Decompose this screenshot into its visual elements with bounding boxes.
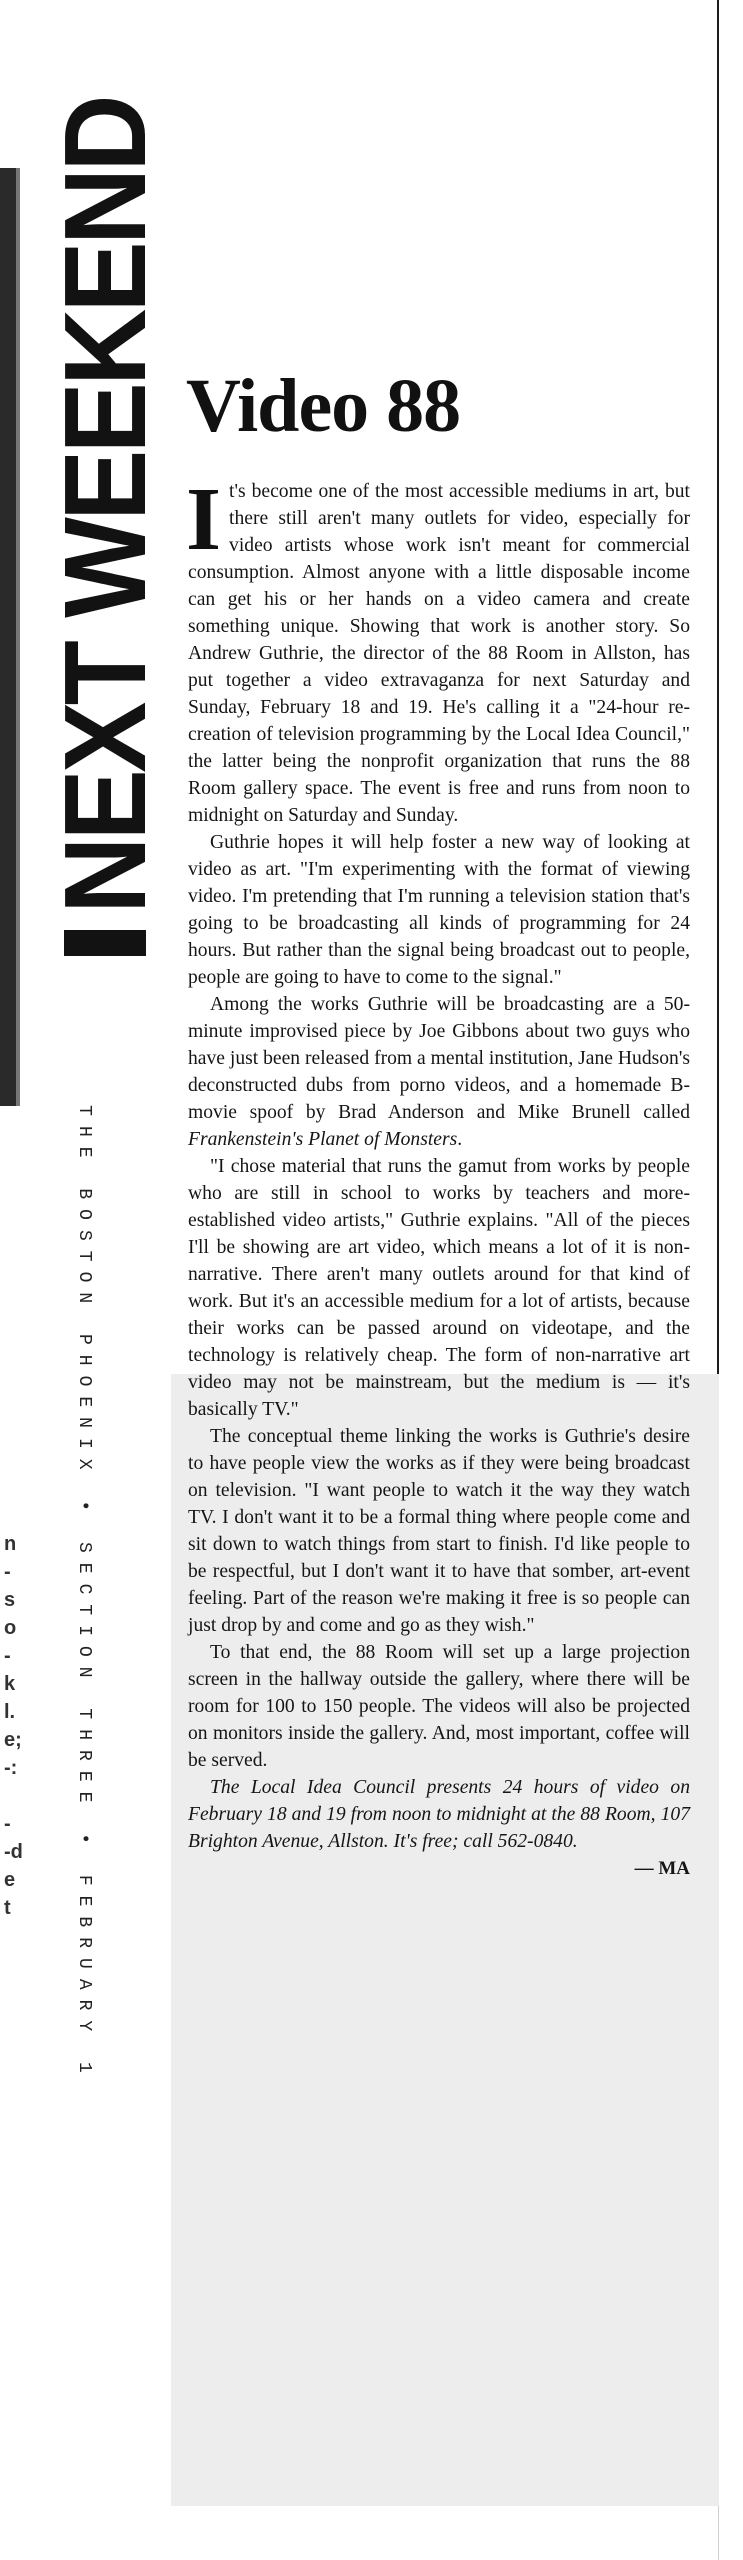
article-paragraph: To that end, the 88 Room will set up a large projection screen in the hallway outside the gallery, where there will be room for 100 to 150 people. The videos will also be projected on monitors inside the gallery. And, most important, coffee will be served. [188,1642,690,1771]
event-credit: The Local Idea Council presents 24 hours of video on February 18 and 19 from noon to midnight at the 88 Room, 107 Brighton Avenue, Allston. It's free; call 562-0840. [188,1777,690,1852]
margin-fragments [4,1530,26,1922]
adjacent-photo-border [16,168,20,1106]
margin-fragment: o [4,1617,17,1639]
article-body [186,470,690,1882]
section-banner-bar [64,930,146,956]
paragraph-text: Among the works Guthrie will be broadcasting are a 50-minute improvised piece by Joe Gibbons about two guys who have just been released from a mental institution, Jane Hudson's deconstructed dubs from porno videos, and a homemade B-movie spoof by Brad Anderson and Mike Brunell called [188,994,690,1123]
margin-fragment: - [4,1561,11,1583]
drop-cap: I [186,470,222,569]
adjacent-photo-edge [0,168,16,1106]
margin-fragment: - [4,1813,11,1835]
margin-fragment: k [4,1673,16,1695]
section-banner-text: NEXT WEEKEND [40,98,170,914]
margin-fragment [4,1782,26,1810]
margin-fragment: l. [4,1701,16,1723]
margin-fragment: - [4,1645,11,1667]
margin-fragment: s [4,1589,16,1611]
author-signature: — MA [634,1858,690,1879]
margin-fragment: -d [4,1841,23,1863]
lead-text: t's become one of the most accessible mediums in art, but there still aren't many outlets for video, especially for video artists whose work isn't meant for commercial consumption. Almost anyone with a little disposable income can get his or her hands on a video camera and create something unique. Showing that work is another story. So Andrew Guthrie, the director of the 88 Room in Allston, has put together a video extravaganza for next Saturday and Sunday, February 18 and 19. He's calling it a "24-hour re-creation of television programming by the Local Idea Council," the latter being the nonprofit organization that runs the 88 Room gallery space. The event is free and runs from noon to midnight on Saturday and Sunday. [188,481,690,826]
page-folio-text: THE BOSTON PHOENIX • SECTION THREE • FEBRUARY 1 [74,1105,94,2083]
margin-fragment: e; [4,1729,22,1751]
article-headline: Video 88 [186,364,461,448]
article-paragraph [188,991,690,1153]
margin-fragment: t [4,1897,11,1919]
article-paragraph [186,470,690,829]
article-paragraph: The conceptual theme linking the works is Guthrie's desire to have people view the works as if they were being broadcast on television. "I want people to watch it the way they watch TV. I don't want it to be a formal thing where people come and sit down to watch things from start to finish. I'd like people to be respectful, but I don't want it to have that somber, art-event feeling. Part of the reason we're making it free is so people can just drop by and come and go as they wish." [188,1426,690,1636]
film-title: Frankenstein's Planet of Monsters [188,1129,458,1150]
page-folio [56,1105,112,2083]
margin-fragment: n [4,1533,17,1555]
margin-fragment: e [4,1869,16,1891]
section-banner [40,56,170,956]
paragraph-end: . [457,1129,463,1150]
margin-fragment: -: [4,1757,18,1779]
article-paragraph: "I chose material that runs the gamut from works by people who are still in school to works by teachers and more-established video artists," Guthrie explains. "All of the pieces I'll be showing are art video, which means a lot of it is non-narrative. There aren't many outlets around for that kind of work. But it's an accessible medium for a lot of artists, because their works can be passed around on videotape, and the technology is relatively cheap. The form of non-narrative art video may not be mainstream, but the medium is — it's basically TV." [188,1156,690,1420]
article-paragraph: Guthrie hopes it will help foster a new way of looking at video as art. "I'm experimenting with the format of viewing video. I'm pretending that I'm running a television station that's going to be broadcasting all kinds of programming for 24 hours. But rather than the signal being broadcast out to people, people are going to have to come to the signal." [188,832,690,988]
